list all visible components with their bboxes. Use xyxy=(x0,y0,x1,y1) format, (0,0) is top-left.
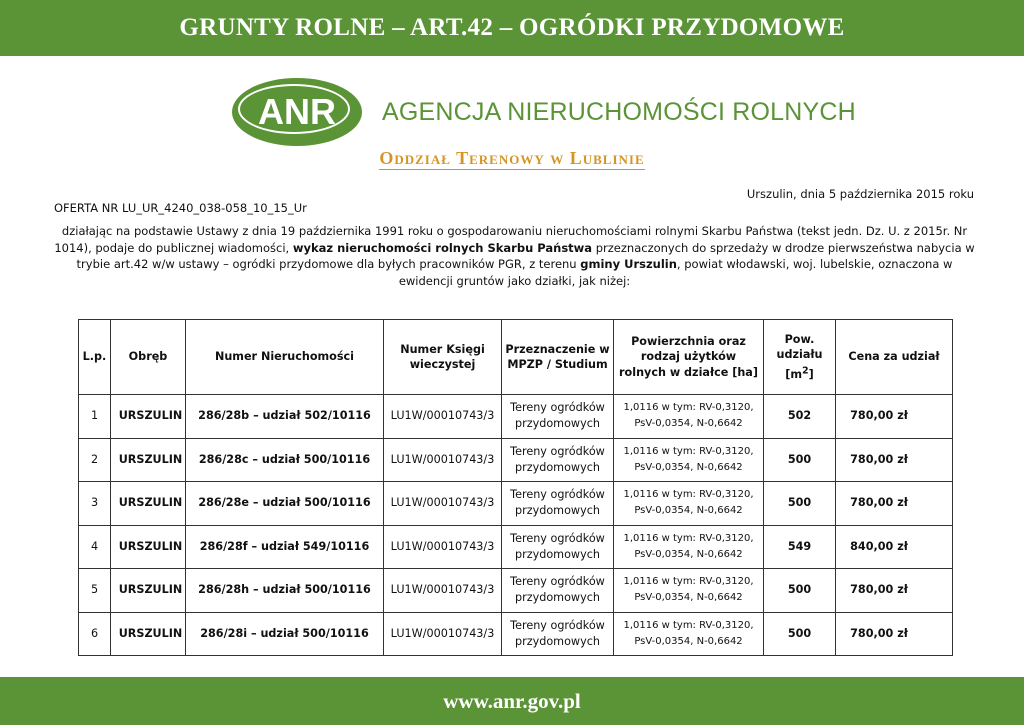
cell-numer-nieruchomosci: 286/28e – udział 500/10116 xyxy=(186,482,384,526)
cell-cena: 780,00 zł xyxy=(836,438,953,482)
branch-heading xyxy=(0,148,1024,169)
cell-lp: 4 xyxy=(79,525,111,569)
cell-przeznaczenie: Tereny ogródków przydomowych xyxy=(502,438,614,482)
cell-lp: 2 xyxy=(79,438,111,482)
cell-obreb: URSZULIN xyxy=(111,438,186,482)
agency-name: AGENCJA NIERUCHOMOŚCI ROLNYCH xyxy=(382,98,856,126)
cell-pow-udzialu: 500 xyxy=(764,612,836,656)
header-cena: Cena za udział xyxy=(836,320,953,395)
cell-lp: 6 xyxy=(79,612,111,656)
cell-pow-udzialu: 500 xyxy=(764,569,836,613)
cell-numer-nieruchomosci: 286/28f – udział 549/10116 xyxy=(186,525,384,569)
cell-numer-ksiegi: LU1W/00010743/3 xyxy=(384,482,502,526)
table-row xyxy=(79,482,953,526)
table-body xyxy=(79,395,953,656)
table-header-row xyxy=(79,320,953,395)
property-table xyxy=(78,319,953,656)
cell-numer-ksiegi: LU1W/00010743/3 xyxy=(384,438,502,482)
cell-powierzchnia: 1,0116 w tym: RV-0,3120, PsV-0,0354, N-0,6642 xyxy=(614,525,764,569)
cell-cena: 780,00 zł xyxy=(836,395,953,439)
cell-pow-udzialu: 500 xyxy=(764,482,836,526)
cell-obreb: URSZULIN xyxy=(111,569,186,613)
cell-obreb: URSZULIN xyxy=(111,482,186,526)
cell-pow-udzialu: 500 xyxy=(764,438,836,482)
cell-powierzchnia: 1,0116 w tym: RV-0,3120, PsV-0,0354, N-0,6642 xyxy=(614,569,764,613)
cell-powierzchnia: 1,0116 w tym: RV-0,3120, PsV-0,0354, N-0,6642 xyxy=(614,612,764,656)
cell-powierzchnia: 1,0116 w tym: RV-0,3120, PsV-0,0354, N-0,6642 xyxy=(614,482,764,526)
header-powierzchnia: Powierzchnia oraz rodzaj użytków rolnych w działce [ha] xyxy=(614,320,764,395)
cell-obreb: URSZULIN xyxy=(111,525,186,569)
website-link[interactable]: www.anr.gov.pl xyxy=(443,689,581,713)
footer-banner xyxy=(0,677,1024,725)
intro-text-1: działając na podstawie Ustawy z dnia 19 października 1991 roku o gospodarowaniu nieruchomościami rolnymi Skarbu Państwa (tekst jedn. Dz. U. z 2015r. Nr 1014), podaje do publicznej wiadomości, xyxy=(54,224,968,255)
header-lp: L.p. xyxy=(79,320,111,395)
table-row xyxy=(79,438,953,482)
cell-numer-ksiegi: LU1W/00010743/3 xyxy=(384,569,502,613)
cell-numer-nieruchomosci: 286/28h – udział 500/10116 xyxy=(186,569,384,613)
anr-logo xyxy=(232,78,856,148)
cell-obreb: URSZULIN xyxy=(111,612,186,656)
cell-powierzchnia: 1,0116 w tym: RV-0,3120, PsV-0,0354, N-0,6642 xyxy=(614,438,764,482)
intro-text-3: , powiat włodawski, woj. lubelskie, oznaczona w ewidencji gruntów jako działki, jak niżej: xyxy=(398,257,953,288)
cell-lp: 1 xyxy=(79,395,111,439)
cell-cena: 780,00 zł xyxy=(836,482,953,526)
date-line: Urszulin, dnia 5 października 2015 roku xyxy=(746,187,974,201)
header-przeznaczenie: Przeznaczenie w MPZP / Studium xyxy=(502,320,614,395)
intro-bold-1: wykaz nieruchomości rolnych Skarbu Państwa xyxy=(292,240,593,255)
cell-przeznaczenie: Tereny ogródków przydomowych xyxy=(502,395,614,439)
cell-numer-nieruchomosci: 286/28c – udział 500/10116 xyxy=(186,438,384,482)
page-title: GRUNTY ROLNE – ART.42 – OGRÓDKI PRZYDOMOWE xyxy=(179,14,845,41)
header-pow-udzialu-unit: $[m^2]$ xyxy=(785,364,814,381)
cell-numer-ksiegi: LU1W/00010743/3 xyxy=(384,525,502,569)
cell-przeznaczenie: Tereny ogródków przydomowych xyxy=(502,525,614,569)
header-pow-udzialu xyxy=(764,320,836,395)
cell-lp: 5 xyxy=(79,569,111,613)
cell-powierzchnia: 1,0116 w tym: RV-0,3120, PsV-0,0354, N-0,6642 xyxy=(614,395,764,439)
table-row xyxy=(79,612,953,656)
header-numer-nieruchomosci: Numer Nieruchomości xyxy=(186,320,384,395)
table-row xyxy=(79,525,953,569)
cell-przeznaczenie: Tereny ogródków przydomowych xyxy=(502,569,614,613)
table-row xyxy=(79,395,953,439)
offer-number: OFERTA NR LU_UR_4240_038-058_10_15_Ur xyxy=(54,201,307,215)
header-pow-udzialu-label: Pow. udziału xyxy=(776,332,823,362)
table-row xyxy=(79,569,953,613)
cell-numer-ksiegi: LU1W/00010743/3 xyxy=(384,395,502,439)
cell-numer-nieruchomosci: 286/28b – udział 502/10116 xyxy=(186,395,384,439)
cell-numer-ksiegi: LU1W/00010743/3 xyxy=(384,612,502,656)
cell-cena: 840,00 zł xyxy=(836,525,953,569)
cell-przeznaczenie: Tereny ogródków przydomowych xyxy=(502,612,614,656)
header-banner xyxy=(0,0,1024,56)
intro-bold-2: gminy Urszulin xyxy=(580,257,677,271)
cell-obreb: URSZULIN xyxy=(111,395,186,439)
cell-przeznaczenie: Tereny ogródków przydomowych xyxy=(502,482,614,526)
header-obreb: Obręb xyxy=(111,320,186,395)
cell-pow-udzialu: 502 xyxy=(764,395,836,439)
cell-pow-udzialu: 549 xyxy=(764,525,836,569)
branch-name: Oddział Terenowy w Lublinie xyxy=(379,148,645,168)
cell-cena: 780,00 zł xyxy=(836,569,953,613)
cell-numer-nieruchomosci: 286/28i – udział 500/10116 xyxy=(186,612,384,656)
logo-abbreviation: ANR xyxy=(258,91,336,132)
cell-lp: 3 xyxy=(79,482,111,526)
header-numer-ksiegi: Numer Księgi wieczystej xyxy=(384,320,502,395)
intro-paragraph xyxy=(52,223,977,289)
cell-cena: 780,00 zł xyxy=(836,612,953,656)
intro-text-2: przeznaczonych do sprzedaży w drodze pierwszeństwa nabycia w trybie art.42 w/w ustawy – ogródki przydomowe dla byłych pracowników PGR, z terenu xyxy=(76,240,975,271)
